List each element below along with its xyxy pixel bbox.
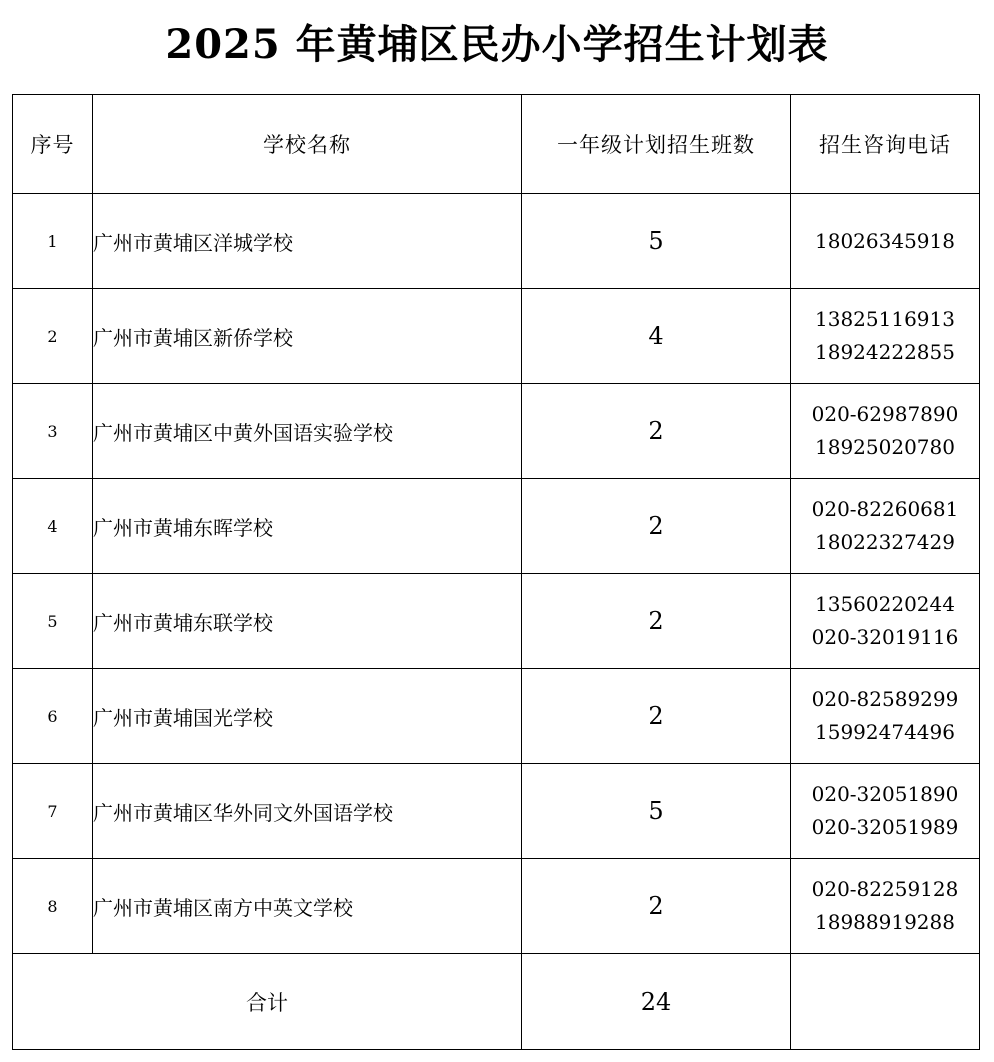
cell-school: 广州市黄埔区华外同文外国语学校 — [93, 764, 522, 859]
cell-phone — [791, 194, 980, 289]
table-row — [13, 574, 980, 669]
phone-number: 020-32051989 — [811, 815, 959, 839]
phone-number: 18925020780 — [815, 435, 955, 459]
cell-phone — [791, 764, 980, 859]
cell-seq: 7 — [13, 764, 93, 859]
total-label: 合计 — [13, 954, 522, 1050]
table-header-row — [13, 95, 980, 194]
cell-classes: 2 — [522, 384, 791, 479]
phone-number: 13560220244 — [815, 592, 955, 616]
total-classes: 24 — [522, 954, 791, 1050]
enrollment-plan-table — [12, 94, 980, 1050]
cell-classes: 2 — [522, 479, 791, 574]
header-phone: 招生咨询电话 — [791, 95, 980, 194]
cell-classes: 2 — [522, 574, 791, 669]
cell-seq: 2 — [13, 289, 93, 384]
cell-classes: 2 — [522, 859, 791, 954]
phone-number: 020-82259128 — [811, 877, 959, 901]
phone-number: 13825116913 — [815, 307, 955, 331]
cell-school: 广州市黄埔东晖学校 — [93, 479, 522, 574]
page-title: 2025 年黄埔区民办小学招生计划表 — [165, 21, 829, 68]
phone-number: 020-32019116 — [811, 625, 959, 649]
cell-seq: 6 — [13, 669, 93, 764]
table-row — [13, 384, 980, 479]
cell-classes: 5 — [522, 194, 791, 289]
table-row — [13, 479, 980, 574]
cell-seq: 1 — [13, 194, 93, 289]
header-seq: 序号 — [13, 95, 93, 194]
phone-number: 020-82589299 — [811, 687, 959, 711]
cell-school: 广州市黄埔东联学校 — [93, 574, 522, 669]
table-row — [13, 669, 980, 764]
phone-number: 18026345918 — [815, 228, 955, 253]
cell-classes: 5 — [522, 764, 791, 859]
table-row — [13, 859, 980, 954]
table-row — [13, 289, 980, 384]
header-school: 学校名称 — [93, 95, 522, 194]
phone-number: 15992474496 — [815, 720, 955, 744]
cell-classes: 2 — [522, 669, 791, 764]
cell-phone — [791, 384, 980, 479]
phone-number: 020-62987890 — [811, 402, 959, 426]
phone-number: 18988919288 — [815, 910, 955, 934]
cell-seq: 8 — [13, 859, 93, 954]
cell-classes: 4 — [522, 289, 791, 384]
phone-number: 020-82260681 — [811, 497, 959, 521]
cell-phone — [791, 574, 980, 669]
cell-phone — [791, 289, 980, 384]
cell-school: 广州市黄埔区中黄外国语实验学校 — [93, 384, 522, 479]
header-classes: 一年级计划招生班数 — [522, 95, 791, 194]
table-total-row — [13, 954, 980, 1050]
cell-seq: 3 — [13, 384, 93, 479]
cell-school: 广州市黄埔区洋城学校 — [93, 194, 522, 289]
cell-phone — [791, 669, 980, 764]
cell-seq: 4 — [13, 479, 93, 574]
cell-school: 广州市黄埔区新侨学校 — [93, 289, 522, 384]
cell-school: 广州市黄埔区南方中英文学校 — [93, 859, 522, 954]
phone-number: 18022327429 — [815, 530, 955, 554]
cell-school: 广州市黄埔国光学校 — [93, 669, 522, 764]
cell-phone — [791, 479, 980, 574]
phone-number: 18924222855 — [815, 340, 955, 364]
cell-seq: 5 — [13, 574, 93, 669]
table-row — [13, 764, 980, 859]
table-row — [13, 194, 980, 289]
phone-number: 020-32051890 — [811, 782, 959, 806]
total-phone-empty — [791, 954, 980, 1050]
cell-phone — [791, 859, 980, 954]
